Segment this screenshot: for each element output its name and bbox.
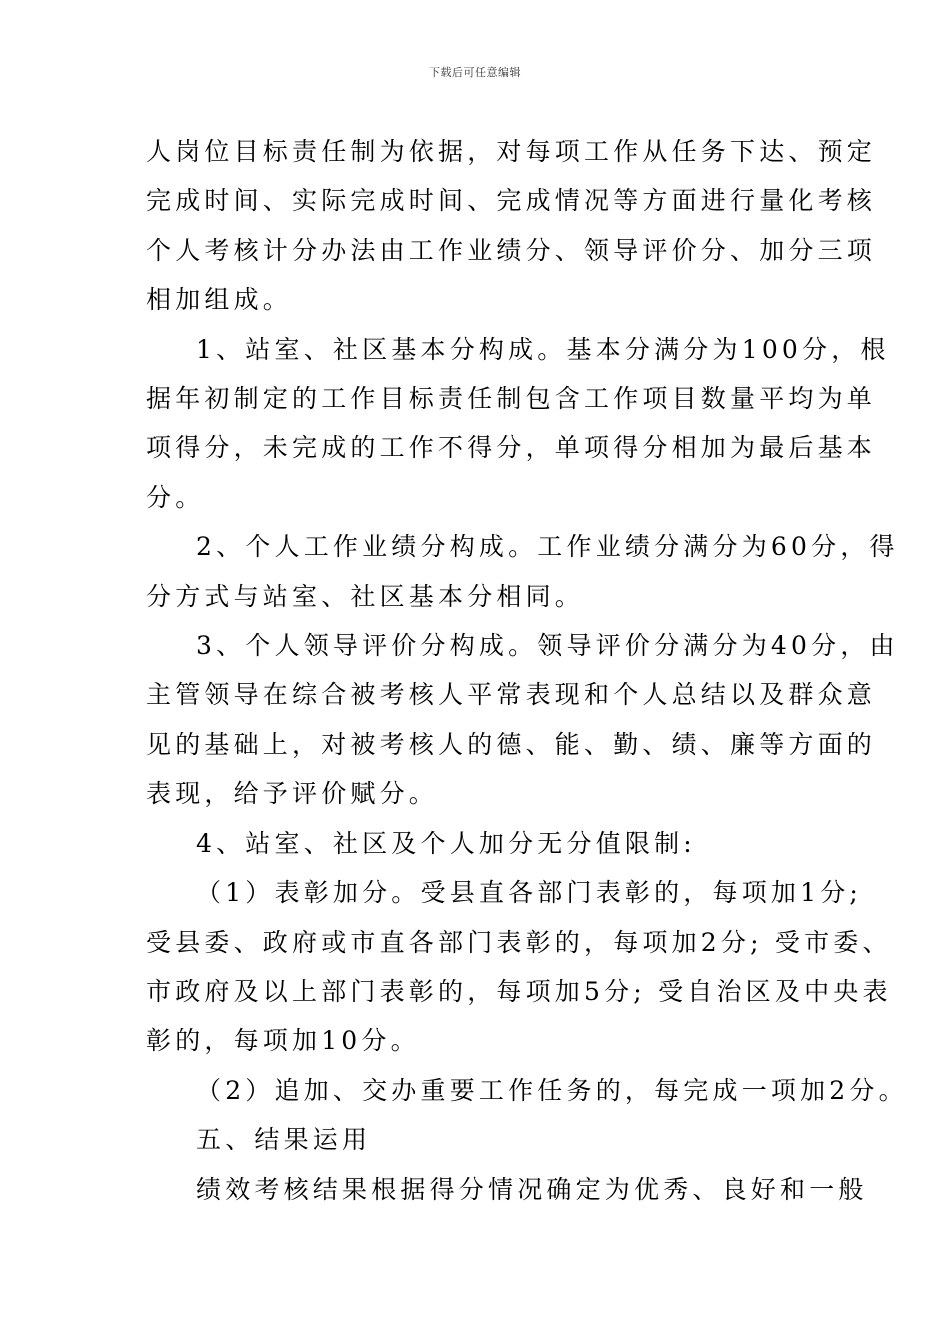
text-line: 据年初制定的工作目标责任制包含工作项目数量平均为单 (146, 384, 877, 414)
text-line: 五、结果运用 (196, 1125, 372, 1155)
text-line: 彰的，每项加10分。 (146, 1026, 420, 1056)
text-line: 1、站室、社区基本分构成。基本分满分为100分，根 (196, 334, 890, 364)
text-line: 项得分，未完成的工作不得分，单项得分相加为最后基本 (146, 433, 877, 463)
text-line: 受县委、政府或市直各部门表彰的，每项加2分; 受市委、 (146, 927, 892, 957)
text-line: 分。 (146, 482, 205, 512)
paragraph-sub-item-1 (146, 868, 892, 1066)
text-line: 市政府及以上部门表彰的，每项加5分; 受自治区及中央表 (146, 976, 892, 1006)
text-line: 个人考核计分办法由工作业绩分、领导评价分、加分三项 (146, 235, 877, 265)
paragraph-item-4 (146, 819, 806, 868)
paragraph-scoring-basis (146, 127, 877, 325)
paragraph-results (146, 1165, 868, 1214)
text-line: 主管领导在综合被考核人平常表现和个人总结以及群众意 (146, 680, 877, 710)
paragraph-sub-item-2 (146, 1066, 908, 1115)
text-line: 4、站室、社区及个人加分无分值限制: (196, 828, 696, 858)
text-line: 人岗位目标责任制为依据，对每项工作从任务下达、预定 (146, 137, 877, 166)
text-line: （1）表彰加分。受县直各部门表彰的，每项加1分; (196, 878, 863, 908)
page-header-note: 下载后可任意编辑 (429, 66, 521, 79)
section-heading-results (146, 1115, 806, 1164)
paragraph-item-3 (146, 621, 899, 819)
text-line: 完成时间、实际完成时间、完成情况等方面进行量化考核 (146, 186, 877, 216)
text-line: 3、个人领导评价分构成。领导评价分满分为40分，由 (196, 631, 899, 661)
text-line: 表现，给予评价赋分。 (146, 779, 439, 809)
document-body (146, 127, 908, 1214)
text-line: （2）追加、交办重要工作任务的，每完成一项加2分。 (196, 1075, 908, 1105)
text-line: 相加组成。 (146, 285, 293, 315)
paragraph-item-2 (146, 522, 899, 621)
text-line: 绩效考核结果根据得分情况确定为优秀、良好和一般 (196, 1174, 868, 1204)
text-line: 分方式与站室、社区基本分相同。 (146, 581, 585, 611)
text-line: 见的基础上，对被考核人的德、能、勤、绩、廉等方面的 (146, 729, 877, 759)
text-line: 2、个人工作业绩分构成。工作业绩分满分为60分，得 (196, 532, 899, 562)
paragraph-item-1 (146, 325, 890, 523)
